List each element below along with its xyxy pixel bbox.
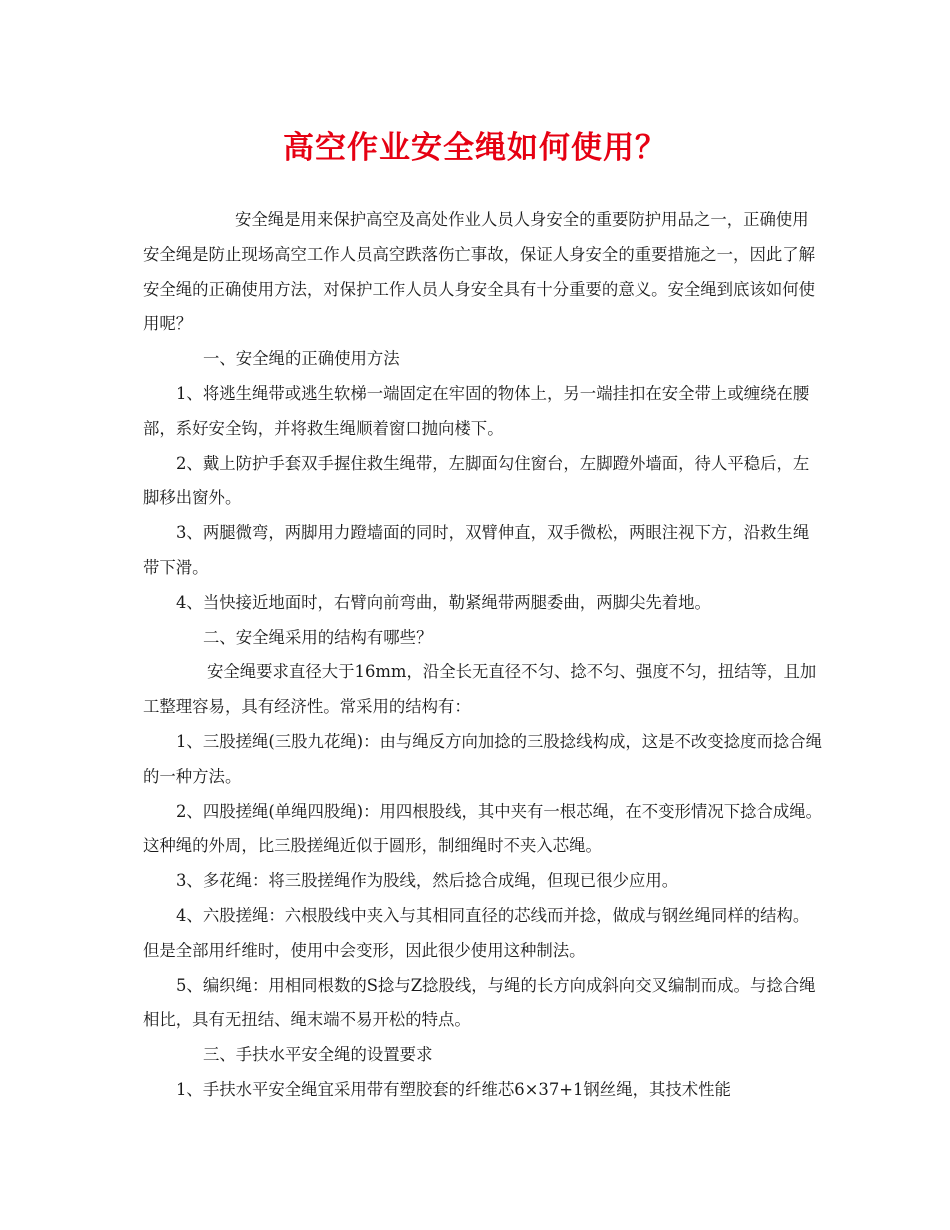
section-heading-2: 二、安全绳采用的结构有哪些？ [203,627,433,647]
intro-paragraph: 安全绳是用来保护高空及高处作业人员人身安全的重要防护用品之一，正确使用安全绳是防止现场高空工作人员高空跌落伤亡事故，保证人身安全的重要措施之一，因此了解安全绳的正确使用方法，对保护工作人员人身安全具有十分重要的意义。安全绳到底该如何使用呢？ [143,210,816,334]
list-item: 3、多花绳：将三股搓绳作为股线，然后捻合成绳，但现已很少应用。 [176,871,679,891]
list-item: 2、戴上防护手套双手握住救生绳带，左脚面勾住窗台，左脚蹬外墙面，待人平稳后，左脚移出窗外。 [143,453,810,508]
list-item: 4、当快接近地面时，右臂向前弯曲，勒紧绳带两腿委曲，两脚尖先着地。 [176,592,711,612]
list-item: 2、四股搓绳(单绳四股绳)：用四根股线，其中夹有一根芯绳，在不变形情况下捻合成绳。这种绳的外周，比三股搓绳近似于圆形，制细绳时不夹入芯绳。 [143,801,823,856]
list-item: 1、手扶水平安全绳宜采用带有塑胶套的纤维芯6×37+1钢丝绳，其技术性能 [176,1079,731,1099]
list-item: 1、三股搓绳(三股九花绳)：由与绳反方向加捻的三股捻线构成，这是不改变捻度而捻合绳的一种方法。 [143,731,823,786]
section-heading-3: 三、手扶水平安全绳的设置要求 [203,1045,433,1065]
list-item: 4、六股搓绳：六根股线中夹入与其相同直径的芯线而并捻，做成与钢丝绳同样的结构。但是全部用纤维时，使用中会变形，因此很少使用这种制法。 [143,905,810,960]
document-title: 高空作业安全绳如何使用？ [283,130,667,166]
document-body [143,203,823,1108]
list-item: 1、将逃生绳带或逃生软梯一端固定在牢固的物体上，另一端挂扣在安全带上或缠绕在腰部，系好安全钩，并将救生绳顺着窗口抛向楼下。 [143,383,810,438]
list-item: 5、编织绳：用相同根数的S捻与Z捻股线，与绳的长方向成斜向交叉编制而成。与捻合绳相比，具有无扭结、绳末端不易开松的特点。 [143,975,816,1030]
section-paragraph: 安全绳要求直径大于16mm，沿全长无直径不匀、捻不匀、强度不匀，扭结等，且加工整理容易，具有经济性。常采用的结构有： [143,662,817,717]
section-heading-1: 一、安全绳的正确使用方法 [203,349,400,369]
list-item: 3、两腿微弯，两脚用力蹬墙面的同时，双臂伸直，双手微松，两眼注视下方，沿救生绳带下滑。 [143,523,810,577]
